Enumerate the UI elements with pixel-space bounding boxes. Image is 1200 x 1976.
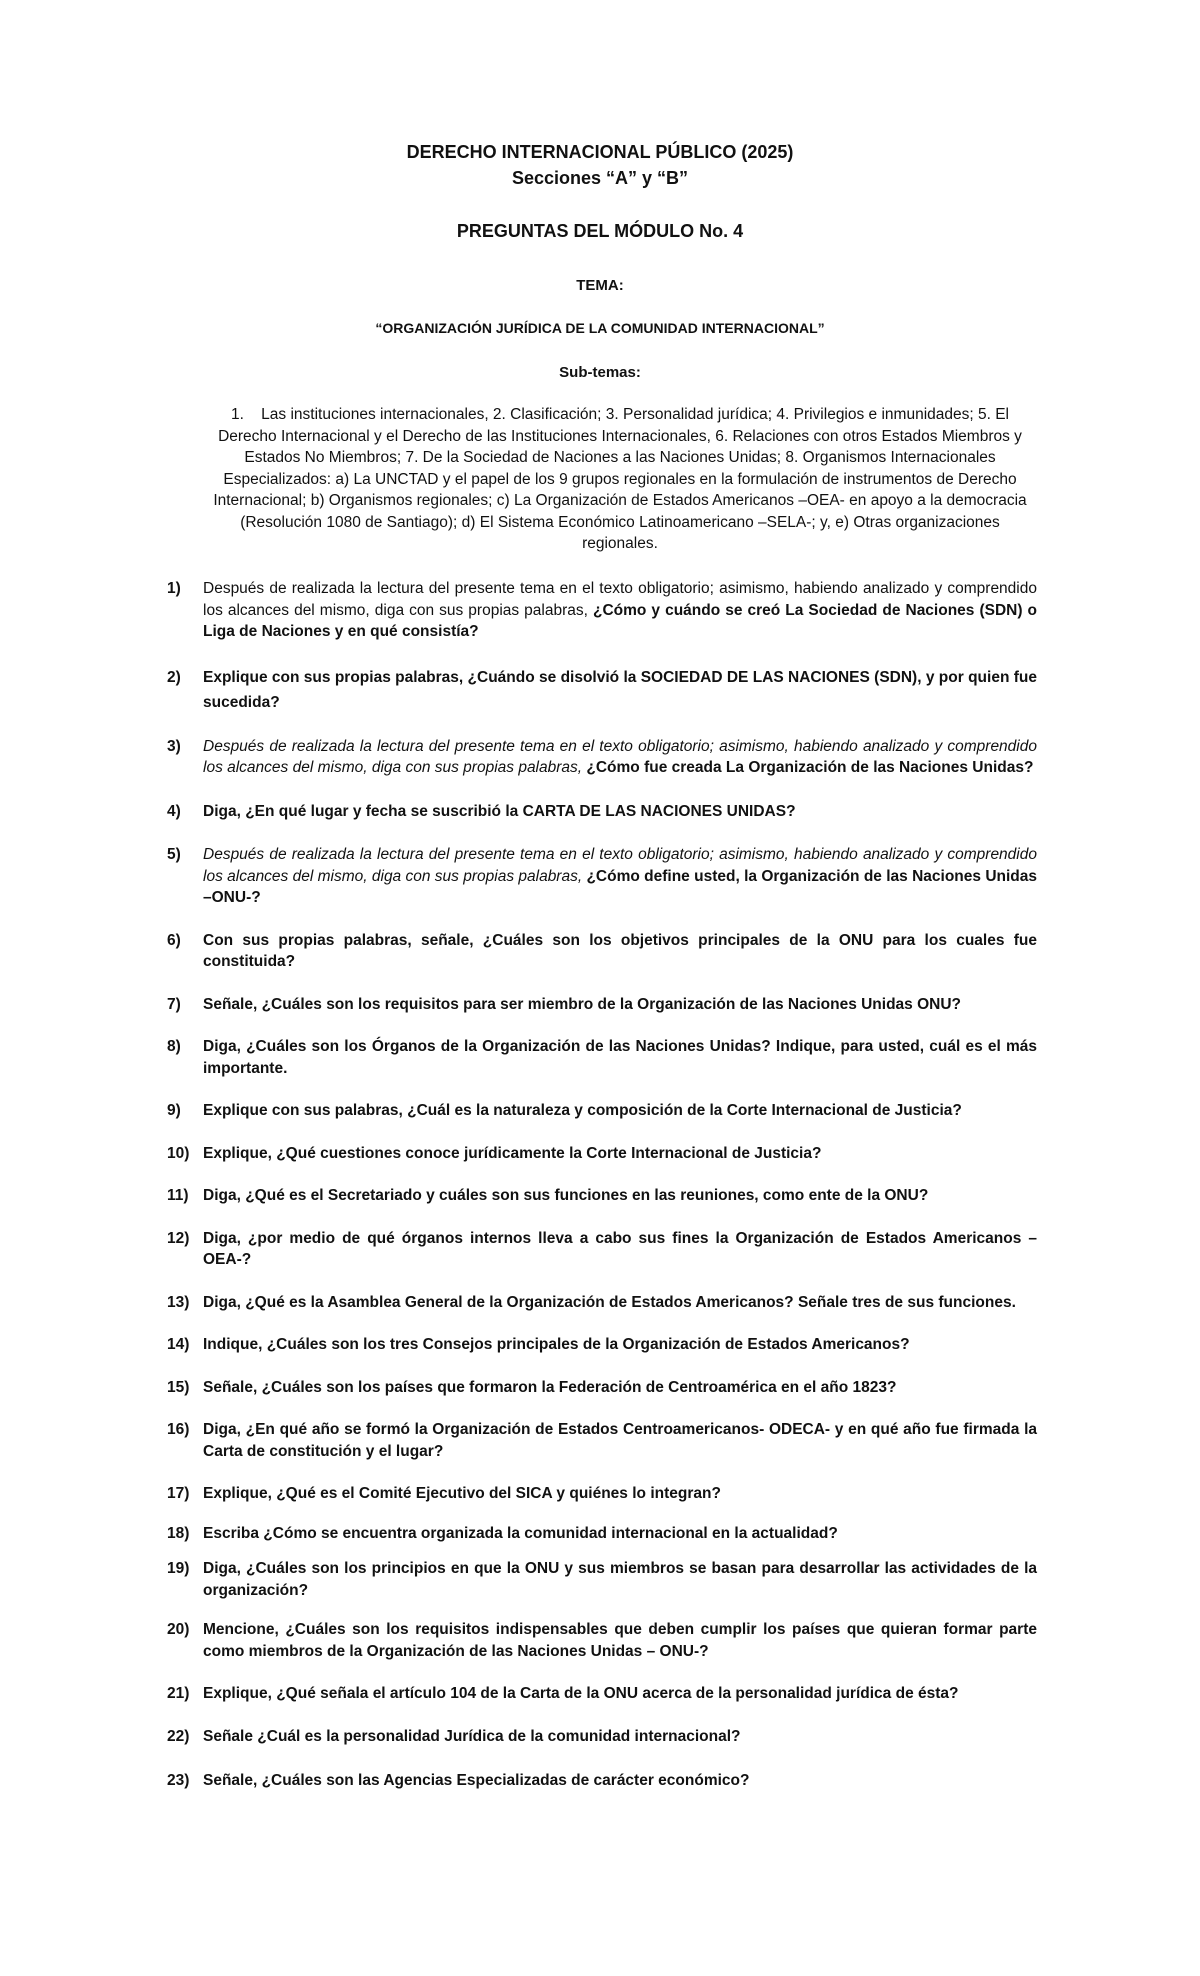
question-item [167,1377,1037,1399]
question-intro: Después de realizada la lectura del presente tema en el texto obligatorio; asimismo, habiendo analizado y comprendido los alcances del mismo, diga con sus propias palabras, [203,846,1037,885]
question-text: ¿Cómo y cuándo se creó La Sociedad de Naciones (SDN) o Liga de Naciones y en qué consistía? [203,601,1038,640]
question-number: 19) [167,1560,190,1577]
question-text: Diga, ¿Qué es la Asamblea General de la Organización de Estados Americanos? Señale tres de sus funciones. [203,1293,1016,1311]
subtopics-number: 1. [230,406,244,423]
question-text: Explique con sus palabras, ¿Cuál es la naturaleza y composición de la Corte Internacional de Justicia? [203,1102,962,1119]
subtopics-text: Las instituciones internacionales, 2. Clasificación; 3. Personalidad jurídica; 4. Privilegios e inmunidades; 5. El Derecho Internacional y el Derecho de las Instituciones Internacionales, 6. Relaciones con otros Estados Miembros y Estados No Miembros; 7. De la Sociedad de Naciones a las Naciones Unidas; 8. Organismos Internacionales Especializados: a) La UNCTAD y el papel de los 9 grupos regionales en la formulación de instrumentos de Derecho Internacional; b) Organismos regionales; c) La Organización de Estados Americanos –OEA- en apoyo a la democracia (Resolución 1080 de Santiago); d) El Sistema Económico Latinoamericano –SELA-; y, e) Otras organizaciones regionales. [213,406,1027,552]
question-number: 17) [167,1485,190,1502]
question-text: ¿Cómo fue creada La Organización de las Naciones Unidas? [586,759,1034,776]
question-item [167,1185,1037,1207]
question-text: Diga, ¿Cuáles son los Órganos de la Organización de las Naciones Unidas? Indique, para usted, cuál es el más importante. [203,1038,1037,1077]
question-item [167,578,1037,643]
question-item [167,736,1037,779]
question-item [167,665,1037,715]
question-text: Explique, ¿Qué cuestiones conoce jurídicamente la Corte Internacional de Justicia? [203,1144,822,1162]
question-number: 18) [167,1524,190,1542]
question-item [167,1619,1037,1662]
question-number: 4) [167,802,181,820]
question-text: Señale, ¿Cuáles son las Agencias Especializadas de carácter económico? [203,1772,750,1789]
tema-label: TEMA: [576,277,624,294]
question-number: 11) [167,1187,189,1204]
question-text: Diga, ¿En qué lugar y fecha se suscribió la CARTA DE LAS NACIONES UNIDAS? [203,802,796,820]
topic-title: “ORGANIZACIÓN JURÍDICA DE LA COMUNIDAD INTERNACIONAL” [375,320,825,336]
question-item [167,1726,1037,1748]
module-heading: PREGUNTAS DEL MÓDULO No. 4 [456,221,744,241]
question-item [167,1143,1037,1165]
question-number: 2) [167,668,181,686]
question-number: 8) [167,1038,181,1055]
question-text: Mencione, ¿Cuáles son los requisitos indispensables que deben cumplir los países que quieran formar parte como miembros de la Organización de las Naciones Unidas – ONU-? [203,1621,1037,1660]
question-text: ¿Cómo define usted, la Organización de las Naciones Unidas –ONU-? [203,867,1037,906]
subtemas-label: Sub-temas: [559,364,641,381]
question-number: 3) [167,737,181,755]
question-item [167,1770,1037,1792]
question-number: 6) [167,931,181,949]
question-item [167,1483,1037,1505]
question-number: 9) [167,1102,181,1119]
question-text: Indique, ¿Cuáles son los tres Consejos principales de la Organización de Estados Americanos? [203,1336,910,1353]
question-item [167,1036,1037,1079]
question-item [167,1558,1037,1601]
question-number: 22) [167,1727,190,1745]
question-number: 16) [167,1421,190,1438]
question-intro: Después de realizada la lectura del presente tema en el texto obligatorio; asimismo, habiendo analizado y comprendido los alcances del mismo, diga con sus propias palabras, [203,737,1037,776]
question-number: 15) [167,1378,190,1396]
question-text: Señale ¿Cuál es la personalidad Jurídica de la comunidad internacional? [203,1727,741,1745]
question-item [167,1228,1037,1271]
question-number: 21) [167,1685,190,1702]
question-text: Explique, ¿Qué señala el artículo 104 de la Carta de la ONU acerca de la personalidad jurídica de ésta? [203,1685,959,1702]
document-sections: Secciones “A” y “B” [511,168,689,188]
question-text: Diga, ¿por medio de qué órganos internos lleva a cabo sus fines la Organización de Estados Americanos –OEA-? [203,1229,1037,1268]
question-number: 7) [167,995,181,1013]
question-item [167,1683,1037,1705]
question-intro: Después de realizada la lectura del presente tema en el texto obligatorio; asimismo, habiendo analizado y comprendido los alcances del mismo, diga con sus propias palabras, [203,580,1037,619]
question-number: 1) [167,580,181,597]
question-number: 10) [167,1144,190,1162]
question-text: Señale, ¿Cuáles son los países que formaron la Federación de Centroamérica en el año 1823? [203,1378,897,1396]
question-item [167,1419,1037,1462]
question-item [167,994,1037,1016]
question-text: Escriba ¿Cómo se encuentra organizada la comunidad internacional en la actualidad? [203,1524,838,1542]
question-text: Señale, ¿Cuáles son los requisitos para ser miembro de la Organización de las Naciones Unidas ONU? [203,995,962,1013]
question-number: 14) [167,1336,190,1353]
question-item [167,801,1037,823]
question-number: 23) [167,1772,190,1789]
question-text: Diga, ¿Cuáles son los principios en que la ONU y sus miembros se basan para desarrollar las actividades de la organización? [203,1560,1037,1599]
question-text: Diga, ¿En qué año se formó la Organización de Estados Centroamericanos- ODECA- y en qué año fue firmada la Carta de constitución y el lugar? [203,1421,1037,1460]
document-title: DERECHO INTERNACIONAL PÚBLICO (2025) [406,142,794,162]
question-number: 20) [167,1621,190,1638]
question-text: Explique, ¿Qué es el Comité Ejecutivo del SICA y quiénes lo integran? [203,1485,721,1502]
question-number: 12) [167,1229,190,1247]
question-item [167,1100,1037,1122]
question-text: Diga, ¿Qué es el Secretariado y cuáles son sus funciones en las reuniones, como ente de la ONU? [203,1187,929,1204]
question-item [167,844,1037,909]
question-item [167,930,1037,973]
question-text: Explique con sus propias palabras, ¿Cuándo se disolvió la SOCIEDAD DE LAS NACIONES (SDN), y por quien fue sucedida? [203,668,1037,711]
question-item [167,1292,1037,1314]
question-number: 13) [167,1293,190,1311]
question-item [167,1523,1037,1545]
question-text: Con sus propias palabras, señale, ¿Cuáles son los objetivos principales de la ONU para los cuales fue constituida? [203,931,1037,970]
question-item [167,1334,1037,1356]
questions-list [167,578,1037,1798]
subtopics-list [205,404,1035,555]
question-number: 5) [167,846,181,863]
